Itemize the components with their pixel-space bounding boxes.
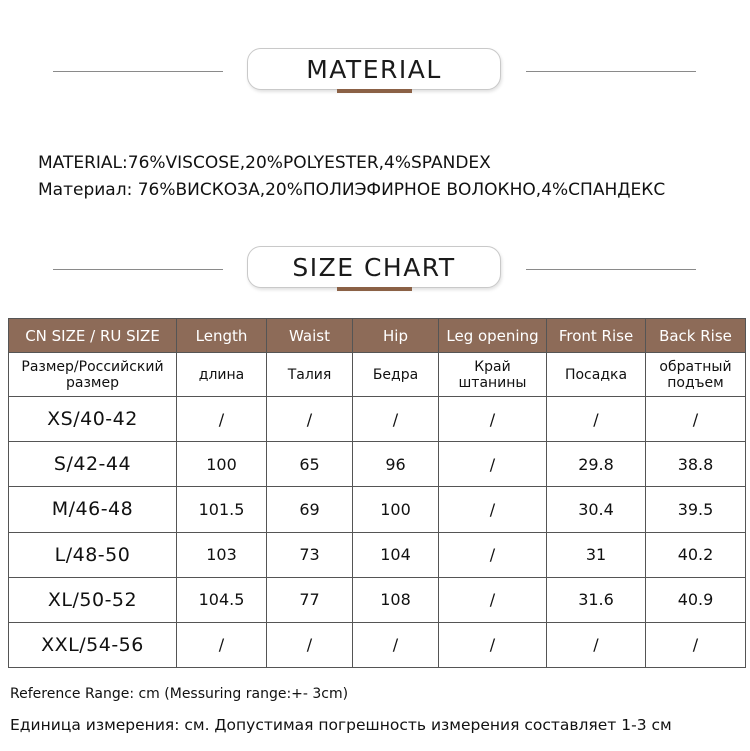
table-cell: /: [439, 622, 547, 667]
size-cell: L/48-50: [9, 532, 177, 577]
table-header-row-ru: [9, 353, 746, 397]
table-cell: 40.2: [646, 532, 746, 577]
table-cell: /: [547, 397, 646, 442]
size-chart-table: [8, 318, 746, 668]
size-cell: XXL/54-56: [9, 622, 177, 667]
size-chart-section-header: [0, 246, 750, 296]
column-header: CN SIZE / RU SIZE: [9, 319, 177, 353]
table-row: [9, 397, 746, 442]
table-cell: 100: [353, 487, 439, 532]
title-accent-bar: [337, 89, 412, 93]
size-cell: XS/40-42: [9, 397, 177, 442]
size-cell: M/46-48: [9, 487, 177, 532]
divider-line: [53, 269, 223, 270]
table-cell: 103: [177, 532, 267, 577]
table-cell: /: [439, 397, 547, 442]
table-cell: 65: [267, 442, 353, 487]
table-cell: /: [547, 622, 646, 667]
table-cell: /: [439, 487, 547, 532]
column-header: Length: [177, 319, 267, 353]
table-cell: /: [439, 577, 547, 622]
table-row: [9, 622, 746, 667]
reference-range-note-en: Reference Range: cm (Messuring range:+- 3cm): [10, 686, 349, 702]
column-header-ru: Посадка: [547, 353, 646, 397]
table-header-row: [9, 319, 746, 353]
table-row: [9, 442, 746, 487]
table-cell: /: [439, 442, 547, 487]
table-cell: 31: [547, 532, 646, 577]
material-title: MATERIAL: [247, 48, 501, 90]
table-cell: 96: [353, 442, 439, 487]
column-header: Leg opening: [439, 319, 547, 353]
divider-line: [526, 269, 696, 270]
divider-line: [526, 71, 696, 72]
table-cell: 69: [267, 487, 353, 532]
table-cell: 38.8: [646, 442, 746, 487]
size-chart-title: SIZE CHART: [247, 246, 501, 288]
table-cell: /: [177, 622, 267, 667]
table-cell: /: [177, 397, 267, 442]
table-row: [9, 577, 746, 622]
column-header: Hip: [353, 319, 439, 353]
table-cell: /: [353, 622, 439, 667]
table-cell: 77: [267, 577, 353, 622]
column-header: Waist: [267, 319, 353, 353]
table-cell: /: [267, 397, 353, 442]
material-line-en: MATERIAL:76%VISCOSE,20%POLYESTER,4%SPANDEX: [38, 153, 491, 173]
reference-range-note-ru: Единица измерения: см. Допустимая погрешность измерения составляет 1-3 см: [10, 716, 672, 734]
material-line-ru: Материал: 76%ВИСКОЗА,20%ПОЛИЭФИРНОЕ ВОЛОКНО,4%СПАНДЕКС: [38, 180, 666, 200]
column-header-ru: Край штанины: [439, 353, 547, 397]
table-cell: 39.5: [646, 487, 746, 532]
material-section-header: [0, 48, 750, 98]
material-composition: [38, 150, 665, 204]
table-cell: 29.8: [547, 442, 646, 487]
table-cell: /: [646, 397, 746, 442]
title-accent-bar: [337, 287, 412, 291]
size-cell: XL/50-52: [9, 577, 177, 622]
table-cell: 104.5: [177, 577, 267, 622]
table-cell: /: [439, 532, 547, 577]
table-cell: 30.4: [547, 487, 646, 532]
column-header-ru: Талия: [267, 353, 353, 397]
column-header-ru: длина: [177, 353, 267, 397]
column-header: Front Rise: [547, 319, 646, 353]
column-header: Back Rise: [646, 319, 746, 353]
table-cell: /: [353, 397, 439, 442]
table-cell: /: [646, 622, 746, 667]
table-cell: 100: [177, 442, 267, 487]
column-header-ru: обратный подъем: [646, 353, 746, 397]
table-cell: 104: [353, 532, 439, 577]
divider-line: [53, 71, 223, 72]
size-cell: S/42-44: [9, 442, 177, 487]
table-cell: 31.6: [547, 577, 646, 622]
table-cell: 73: [267, 532, 353, 577]
column-header-ru: Размер/Российский размер: [9, 353, 177, 397]
table-cell: 108: [353, 577, 439, 622]
table-cell: /: [267, 622, 353, 667]
table-row: [9, 532, 746, 577]
table-cell: 40.9: [646, 577, 746, 622]
column-header-ru: Бедра: [353, 353, 439, 397]
table-cell: 101.5: [177, 487, 267, 532]
table-row: [9, 487, 746, 532]
